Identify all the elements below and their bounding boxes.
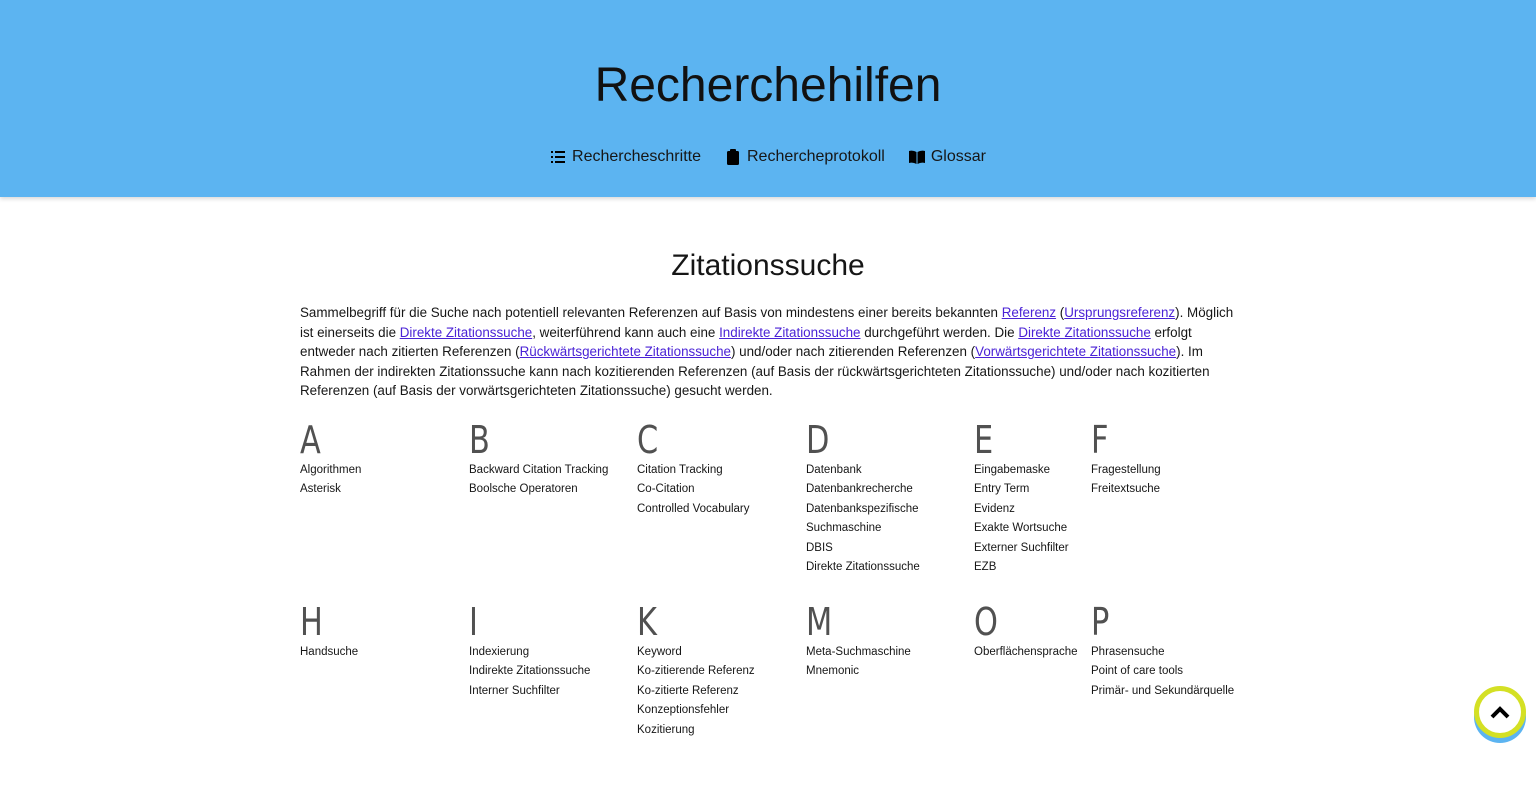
nav-label: Glossar — [930, 148, 986, 165]
letter-heading: D — [806, 417, 830, 462]
button-ring — [1474, 686, 1526, 738]
glossary-link[interactable]: Ursprungsreferenz — [1064, 305, 1176, 320]
glossary-term-link[interactable]: Phrasensuche — [1091, 645, 1165, 658]
clipboard-icon — [725, 149, 741, 165]
glossary-term-link[interactable]: Exakte Wortsuche — [974, 522, 1068, 535]
main-nav — [0, 148, 1536, 166]
letter-group-f — [1091, 417, 1236, 603]
glossary-term-link[interactable]: Algorithmen — [300, 463, 362, 476]
glossary-term-link[interactable]: Evidenz — [974, 502, 1015, 515]
main-content — [300, 197, 1236, 785]
glossary-term-link[interactable]: Co-Citation — [637, 483, 695, 496]
letter-heading: M — [806, 599, 833, 644]
letter-heading: P — [1091, 599, 1110, 644]
letter-heading: B — [469, 417, 490, 462]
glossary-link[interactable]: Rückwärtsgerichtete Zitationssuche — [519, 344, 731, 360]
glossary-term-link[interactable]: Meta-Suchmaschine — [806, 645, 911, 658]
letter-heading: A — [300, 417, 321, 462]
book-icon — [909, 149, 925, 165]
glossary-term-link[interactable]: Entry Term — [974, 483, 1030, 496]
glossary-term-link[interactable]: Datenbank — [806, 463, 862, 476]
glossary-term-link[interactable]: Kozitierung — [637, 723, 695, 736]
glossary-term-link[interactable]: EZB — [974, 561, 997, 574]
letter-heading: E — [974, 417, 994, 462]
glossary-term-link[interactable]: Fragestellung — [1091, 463, 1161, 476]
glossary-term-link[interactable]: Citation Tracking — [637, 463, 723, 476]
site-header — [0, 0, 1536, 197]
site-title: Recherchehilfen — [594, 59, 942, 112]
glossary-term-link[interactable]: Indirekte Zitationssuche — [469, 665, 591, 678]
paragraph-text: erfolgt entweder nach zitierten Referenzen ( — [300, 324, 1192, 360]
glossary-term-link[interactable]: Externer Suchfilter — [974, 541, 1069, 554]
glossary-term-link[interactable]: Controlled Vocabulary — [637, 502, 750, 515]
glossary-link[interactable]: Vorwärtsgerichtete Zitationssuche — [975, 344, 1177, 360]
glossary-term-link[interactable]: Primär- und Sekundärquelle — [1091, 684, 1235, 697]
glossary-term-link[interactable]: Interner Suchfilter — [469, 684, 560, 697]
nav-rechercheschritte[interactable] — [550, 148, 701, 166]
letter-heading: K — [637, 599, 657, 644]
letter-group-c — [637, 417, 806, 603]
paragraph-text: ) und/oder nach zitierenden Referenzen ( — [730, 344, 976, 360]
list-ordered-icon — [550, 149, 566, 165]
glossary-term-link[interactable]: Suchmaschine — [806, 522, 882, 535]
glossary-term-link[interactable]: Point of care tools — [1091, 665, 1184, 678]
letter-group-d — [806, 417, 974, 603]
paragraph-text: ). Möglich ist einerseits die — [300, 305, 1234, 340]
glossary-index — [300, 417, 1236, 785]
glossary-link[interactable]: Indirekte Zitationssuche — [719, 324, 861, 340]
chevron-up-icon — [1489, 704, 1511, 720]
definition-paragraph — [300, 303, 1236, 401]
paragraph-text: ( — [1056, 305, 1065, 320]
glossary-term-link[interactable]: DBIS — [806, 541, 833, 554]
letter-group-b — [469, 417, 637, 603]
letter-group-a — [300, 417, 469, 603]
paragraph-text: durchgeführt werden. Die — [860, 324, 1019, 340]
letter-heading: H — [300, 599, 323, 644]
glossary-term-link[interactable]: Freitextsuche — [1091, 483, 1161, 496]
glossary-term-link[interactable]: Ko-zitierende Referenz — [637, 665, 755, 678]
glossary-link[interactable]: Direkte Zitationssuche — [1018, 324, 1151, 340]
glossary-term-link[interactable]: Keyword — [637, 645, 682, 658]
glossary-term-link[interactable]: Handsuche — [300, 645, 359, 658]
glossary-term-link[interactable]: Eingabemaske — [974, 463, 1051, 476]
glossary-term-link[interactable]: Boolsche Operatoren — [469, 483, 578, 496]
paragraph-text: ). Im Rahmen der indirekten Zitationssuche kann nach kozitierenden Referenzen (auf Basis der rückwärtsgerichteten Zitationssuche) und/oder nach kozitierten Referenzen (auf Basis der vorwärtsgerichteten Zitationssuche) gesucht werden. — [300, 344, 1210, 399]
glossary-term-link[interactable]: Mnemonic — [806, 665, 860, 678]
page-heading: Zitationssuche — [671, 249, 865, 282]
letter-heading: O — [974, 599, 998, 644]
glossary-term-link[interactable]: Backward Citation Tracking — [469, 463, 609, 476]
letter-heading: I — [469, 599, 478, 644]
back-to-top-button[interactable] — [1474, 686, 1526, 738]
letter-group-e — [974, 417, 1091, 603]
glossary-term-link[interactable]: Ko-zitierte Referenz — [637, 684, 739, 697]
nav-glossar[interactable] — [909, 148, 986, 166]
letter-heading: F — [1091, 417, 1109, 462]
nav-rechercheprotokoll[interactable] — [725, 148, 885, 166]
glossary-term-link[interactable]: Datenbankrecherche — [806, 483, 913, 496]
nav-label: Rechercheschritte — [572, 148, 701, 165]
paragraph-text: , weiterführend kann auch eine — [532, 324, 720, 340]
glossary-term-link[interactable]: Indexierung — [469, 645, 530, 658]
paragraph-text: Sammelbegriff für die Suche nach potentiell relevanten Referenzen auf Basis von mindestens einer bereits bekannten — [300, 305, 1002, 320]
glossary-term-link[interactable]: Asterisk — [300, 483, 341, 496]
glossary-link[interactable]: Referenz — [1001, 305, 1057, 320]
letter-heading: C — [637, 417, 659, 462]
glossary-term-link[interactable]: Datenbankspezifische — [806, 502, 919, 515]
glossary-term-link[interactable]: Oberflächensprache — [974, 645, 1078, 658]
nav-label: Rechercheprotokoll — [746, 148, 885, 165]
glossary-term-link[interactable]: Konzeptionsfehler — [637, 704, 730, 717]
glossary-term-link[interactable]: Direkte Zitationssuche — [806, 561, 920, 574]
glossary-link[interactable]: Direkte Zitationssuche — [399, 324, 533, 340]
